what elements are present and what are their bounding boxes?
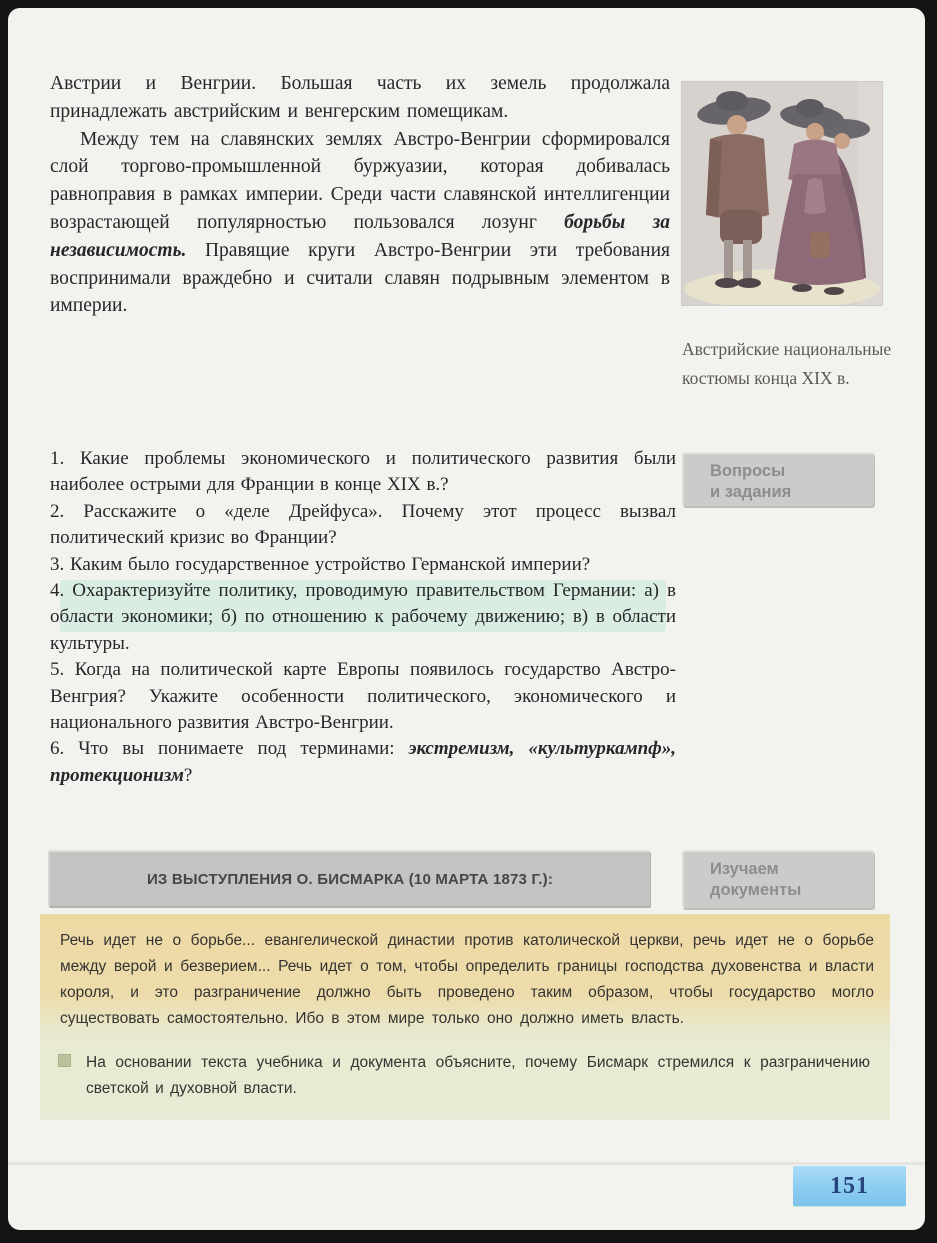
question-item: 6. Что вы понимаете под терминами: экстремизм, «культуркампф», протекционизм? (50, 738, 676, 786)
page-number: 151 (830, 1172, 869, 1199)
paragraph-text: Правящие круги Австро-Венгрии эти требования воспринимали враждебно и считали славян подрывным элементом в империи. (50, 239, 670, 317)
question-item: 2. Расскажите о «деле Дрейфуса». Почему этот процесс вызвал политический кризис во Франции? (50, 500, 676, 549)
question-item: 5. Когда на политической карте Европы появилось государство Австро-Венгрия? Укажите особенности политического, экономического и национального развития Австро-Венгрии. (50, 659, 676, 734)
task-bullet-icon (58, 1054, 71, 1067)
emphasis-text: борьбы за независимость. (50, 211, 670, 261)
questions-label-badge (682, 452, 874, 506)
costume-photo-image (682, 82, 882, 305)
costume-illustration (682, 82, 882, 305)
main-text (50, 70, 670, 320)
question-item: 4. Охарактеризуйте политику, проводимую правительством Германии: а) в области экономики; б) по отношению к рабочему движению; в) в области культуры. (50, 580, 676, 654)
question-emphasis: экстремизм, «культуркампф», протекционизм (50, 738, 676, 786)
questions-label-line2: и задания (710, 483, 792, 501)
task-text: На основании текста учебника и документа объясните, почему Бисмарк стремился к разграничению светской и духовной власти. (86, 1054, 870, 1097)
questions-label-line1: Вопросы (710, 462, 786, 480)
document-task (40, 1036, 890, 1120)
documents-label-line1: Изучаем (710, 860, 779, 878)
paragraph-austria-hungary: Австрии и Венгрии. Большая часть их земель продолжала принадлежать австрийским и венгерским помещикам. (50, 73, 670, 122)
divider-line (8, 1162, 925, 1165)
document-header-bar (48, 850, 650, 906)
questions-list (50, 446, 676, 789)
paragraph-slavic-lands (50, 126, 670, 321)
costume-figure (682, 82, 912, 393)
question-item: 1. Какие проблемы экономического и политического развития были наиболее острыми для Франции в конце XIX в.? (50, 448, 676, 496)
page-number-badge (793, 1166, 906, 1206)
paragraph-text: Между тем на славянских землях Австро-Венгрии сформировался слой торгово-промышленной буржуазии, которая добивалась равноправия в рамках империи. Среди части славянской интеллигенции возрастающей популярностью пользовался лозунг (50, 128, 670, 233)
figure-caption: Австрийские национальные костюмы конца XIX в. (682, 339, 892, 388)
question-item: 3. Каким было государственное устройство Германской империи? (50, 553, 591, 575)
document-quote: Речь идет не о борьбе... евангелической династии против католической церкви, речь идет не о борьбе между верой и безверием... Речь идет о том, чтобы определить границы господства духовенства и власти короля, и это разграничение должно быть проведено таким образом, чтобы государство могло существовать самостоятельно. Ибо в этом мире только оно должно иметь власть. (60, 932, 874, 1027)
documents-label-badge (682, 850, 874, 908)
document-box (40, 914, 890, 1120)
documents-label-line2: документы (710, 881, 802, 899)
document-header-text: ИЗ ВЫСТУПЛЕНИЯ О. БИСМАРКА (10 МАРТА 1873 Г.): (146, 870, 554, 888)
textbook-page (8, 8, 925, 1230)
